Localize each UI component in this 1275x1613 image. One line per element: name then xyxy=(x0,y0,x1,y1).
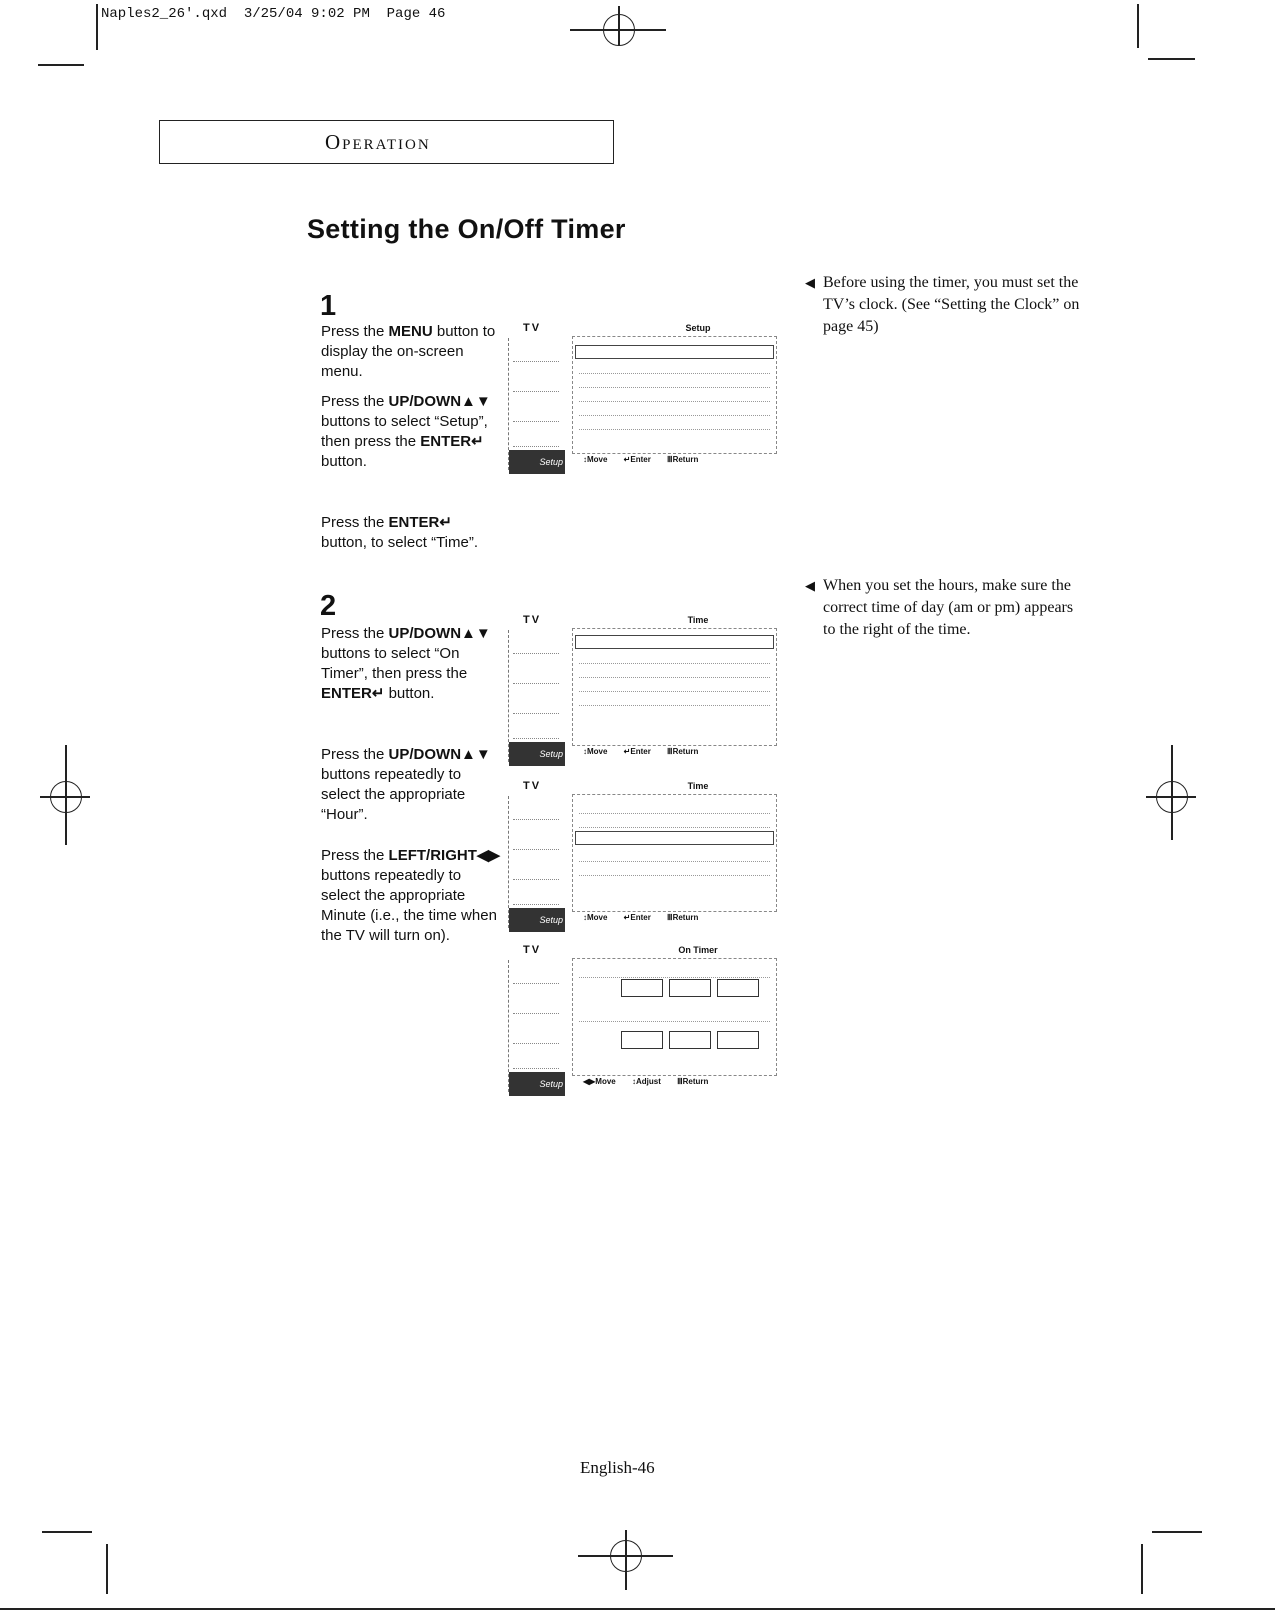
tab-setup: Setup xyxy=(509,742,565,766)
step1-paragraph-2: Press the UP/DOWN▲▼ buttons to select “Setup”, then press the ENTER↵ button. xyxy=(321,393,491,470)
crop-mark xyxy=(1137,4,1139,48)
menu-footer: ↕Move ↵Enter ⅢReturn xyxy=(583,747,699,756)
step-number: 1 xyxy=(320,290,337,322)
step2-paragraph-2: Press the UP/DOWN▲▼ buttons repeatedly to select the appropriate “Hour”. xyxy=(321,746,491,823)
menu-footer: ◀▶Move ↕Adjust ⅢReturn xyxy=(583,1077,709,1086)
menu-panel xyxy=(572,958,777,1076)
menu-footer: ↕Move ↵Enter ⅢReturn xyxy=(583,913,699,922)
section-title: Operation xyxy=(325,130,431,154)
tv-menu-screen xyxy=(508,780,778,930)
file-slug: Naples2_26'.qxd 3/25/04 9:02 PM Page 46 xyxy=(101,6,446,22)
menu-sidebar xyxy=(508,796,565,928)
step1-paragraph-1: Press the MENU button to display the on-screen menu. xyxy=(321,323,496,380)
tv-menu-screen xyxy=(508,322,778,472)
page-number: English-46 xyxy=(580,1458,655,1477)
menu-header: Time xyxy=(687,615,709,625)
tv-label: TV xyxy=(523,322,542,334)
value-box xyxy=(621,1031,663,1049)
tv-label: TV xyxy=(523,780,542,792)
value-box xyxy=(669,979,711,997)
tv-label: TV xyxy=(523,614,542,626)
tv-menu-screen xyxy=(508,944,778,1094)
crop-mark xyxy=(1148,58,1195,60)
arrow-left-icon: ◀ xyxy=(805,578,815,593)
note: ◀ Before using the timer, you must set the TV’s clock. (See “Setting the Clock” on page 45) xyxy=(805,274,1080,335)
step2-paragraph-3: Press the LEFT/RIGHT◀▶ buttons repeatedly to select the appropriate Minute (i.e., the time when the TV will turn on). xyxy=(321,847,500,944)
menu-sidebar xyxy=(508,630,565,762)
registration-target xyxy=(65,745,67,845)
menu-footer: ↕Move ↵Enter ⅢReturn xyxy=(583,455,699,464)
crop-mark xyxy=(1152,1531,1202,1533)
value-box xyxy=(621,979,663,997)
crop-mark xyxy=(96,4,98,50)
bottom-rule xyxy=(0,1608,1275,1610)
registration-target xyxy=(1171,745,1173,840)
crop-mark xyxy=(1141,1544,1143,1594)
step2-paragraph-1: Press the UP/DOWN▲▼ buttons to select “On Timer”, then press the ENTER↵ button. xyxy=(321,625,491,702)
note: ◀ When you set the hours, make sure the correct time of day (am or pm) appears to the right of the time. xyxy=(805,577,1074,638)
crop-mark xyxy=(38,64,84,66)
menu-sidebar xyxy=(508,338,565,470)
crop-mark xyxy=(106,1544,108,1594)
registration-target xyxy=(618,6,620,46)
menu-header: On Timer xyxy=(678,945,718,955)
tab-setup: Setup xyxy=(509,450,565,474)
menu-header: Setup xyxy=(685,323,711,333)
menu-panel xyxy=(572,628,777,746)
registration-target xyxy=(625,1530,627,1590)
value-box xyxy=(717,979,759,997)
menu-panel xyxy=(572,336,777,454)
menu-sidebar xyxy=(508,960,565,1092)
menu-header: Time xyxy=(687,781,709,791)
page-title: Setting the On/Off Timer xyxy=(307,214,626,244)
arrow-left-icon: ◀ xyxy=(805,275,815,290)
crop-mark xyxy=(42,1531,92,1533)
tv-label: TV xyxy=(523,944,542,956)
section-header xyxy=(159,120,614,164)
tab-setup: Setup xyxy=(509,1072,565,1096)
value-box xyxy=(717,1031,759,1049)
step-number: 2 xyxy=(320,590,337,622)
tab-setup: Setup xyxy=(509,908,565,932)
value-box xyxy=(669,1031,711,1049)
step1-paragraph-3: Press the ENTER↵ button, to select “Time”. xyxy=(321,514,479,551)
menu-panel xyxy=(572,794,777,912)
tv-menu-screen xyxy=(508,614,778,764)
